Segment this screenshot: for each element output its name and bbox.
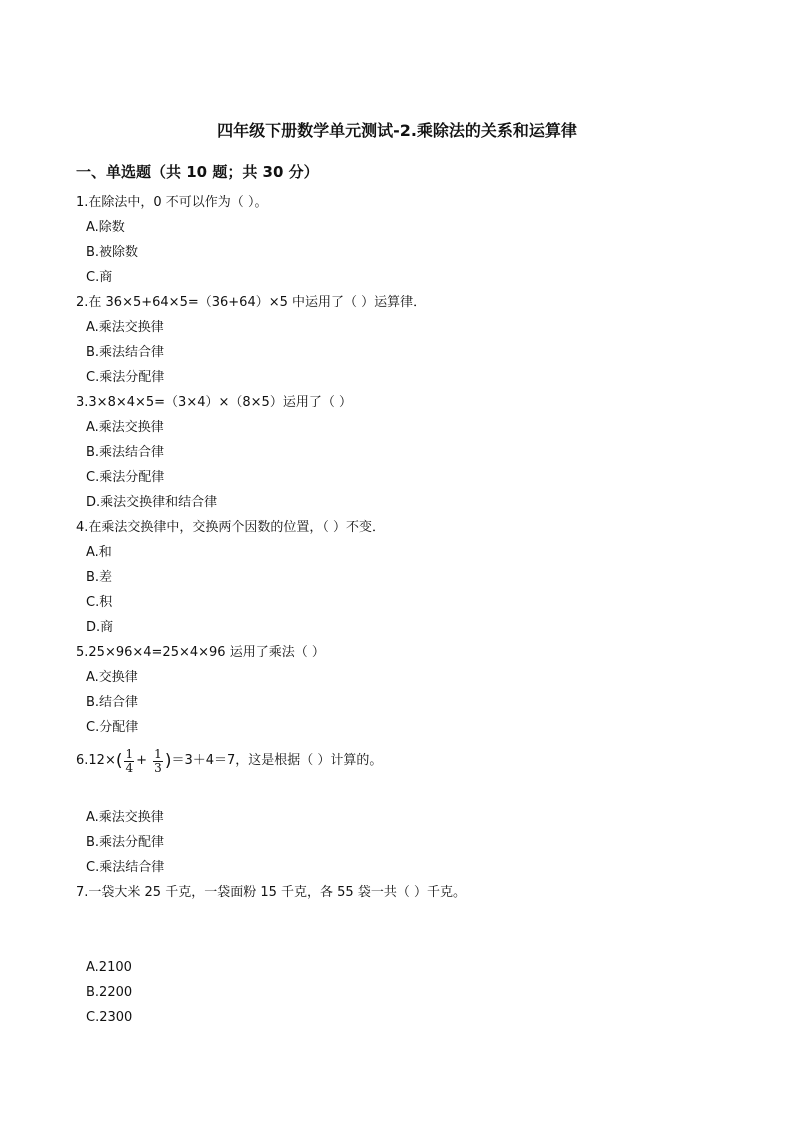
question-5-option-a[interactable]: A.交换律 [86,670,138,685]
question-4-stem: 4.在乘法交换律中，交换两个因数的位置，（ ）不变． [76,520,386,535]
question-1-option-b[interactable]: B.被除数 [86,245,139,260]
question-7-option-c[interactable]: C.2300 [86,1010,133,1025]
question-6-option-b[interactable]: B.乘法分配律 [86,835,165,850]
question-4-option-d[interactable]: D.商 [86,620,114,635]
question-3-option-c[interactable]: C.乘法分配律 [86,470,165,485]
fraction-denominator: 3 [154,760,162,775]
question-3-option-a[interactable]: A.乘法交换律 [86,420,164,435]
question-5-option-b[interactable]: B.结合律 [86,695,139,710]
question-3-option-b[interactable]: B.乘法结合律 [86,445,165,460]
question-3-stem: 3.3×8×4×5=（3×4）×（8×5）运用了（ ） [76,395,352,410]
question-6-suffix: ＝3＋4＝7，这是根据（ ）计算的。 [171,753,383,768]
question-2-stem: 2.在 36×5+64×5=（36+64）×5 中运用了（ ）运算律． [76,295,427,310]
fraction-one-quarter [124,748,134,775]
question-1-option-a[interactable]: A.除数 [86,220,125,235]
question-5-option-c[interactable]: C.分配律 [86,720,139,735]
question-6-option-a[interactable]: A.乘法交换律 [86,810,164,825]
question-1-stem: 1.在除法中，0 不可以作为（ ）。 [76,195,268,210]
question-2-option-a[interactable]: A.乘法交换律 [86,320,164,335]
left-paren: ( [115,751,123,771]
question-4-option-a[interactable]: A.和 [86,545,112,560]
plus-sign: + [136,753,148,768]
fraction-one-third [153,748,163,775]
question-4-option-c[interactable]: C.积 [86,595,113,610]
fraction-denominator: 4 [125,760,134,775]
page-title: 四年级下册数学单元测试-2.乘除法的关系和运算律 [217,121,577,140]
question-6-stem [76,745,382,778]
question-5-stem: 5.25×96×4=25×4×96 运用了乘法（ ） [76,645,325,660]
question-1-option-c[interactable]: C.商 [86,270,113,285]
section-heading: 一、单选题（共 10 题；共 30 分） [76,163,319,181]
question-6-prefix: 6.12× [76,753,116,768]
question-7-option-a[interactable]: A.2100 [86,960,132,975]
question-3-option-d[interactable]: D.乘法交换律和结合律 [86,495,218,510]
question-2-option-b[interactable]: B.乘法结合律 [86,345,165,360]
question-7-option-b[interactable]: B.2200 [86,985,133,1000]
fraction-numerator: 1 [125,746,134,761]
fraction-numerator: 1 [154,746,162,761]
question-4-option-b[interactable]: B.差 [86,570,113,585]
question-7-stem: 7.一袋大米 25 千克，一袋面粉 15 千克，各 55 袋一共（ ）千克。 [76,885,466,900]
question-6-option-c[interactable]: C.乘法结合律 [86,860,165,875]
right-paren: ) [164,751,172,771]
question-2-option-c[interactable]: C.乘法分配律 [86,370,165,385]
